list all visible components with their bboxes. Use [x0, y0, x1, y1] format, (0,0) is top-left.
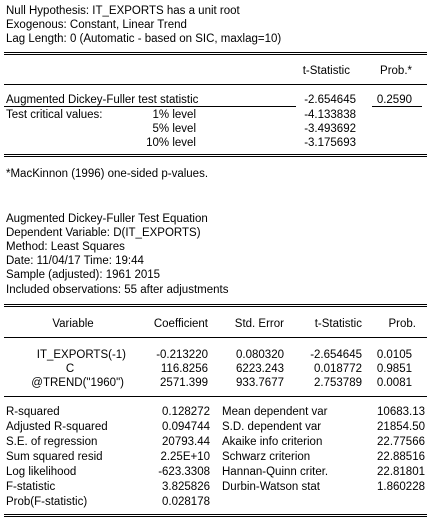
sample: Sample (adjusted): 1961 2015 — [6, 269, 161, 281]
double-rule — [4, 154, 427, 157]
stat-value: 22.81801 — [377, 466, 425, 478]
stat-value: 20793.44 — [162, 436, 210, 448]
stat-value: -623.3308 — [158, 466, 210, 478]
coef-header-coefficient: Coefficient — [153, 318, 208, 330]
coef-variable: C — [65, 363, 75, 375]
coef-prob: 0.0081 — [376, 377, 412, 389]
dependent-variable: Dependent Variable: D(IT_EXPORTS) — [6, 227, 201, 239]
level-1: 1% level — [152, 109, 196, 121]
coef-header-prob: Prob. — [388, 318, 416, 330]
observations: Included observations: 55 after adjustments — [6, 284, 229, 296]
equation-title: Augmented Dickey-Fuller Test Equation — [6, 213, 208, 225]
stat-value: 21854.50 — [377, 421, 425, 433]
rule — [4, 337, 427, 338]
level-5-value: -3.493692 — [304, 123, 356, 135]
rule — [4, 106, 296, 107]
coef-variable: IT_EXPORTS(-1) — [36, 349, 126, 361]
stat-value: 22.88516 — [377, 451, 425, 463]
coef-header-variable: Variable — [52, 318, 94, 330]
coef-prob: 0.9851 — [376, 363, 412, 375]
stat-label: Mean dependent var — [222, 406, 328, 418]
coef-value: -0.213220 — [156, 349, 208, 361]
double-rule — [4, 52, 427, 55]
date-time: Date: 11/04/17 Time: 19:44 — [6, 255, 144, 267]
coef-value: 116.8256 — [160, 363, 208, 375]
stat-value: 10683.13 — [377, 406, 425, 418]
coef-stderr: 0.080320 — [236, 349, 284, 361]
coef-header-stderr: Std. Error — [234, 318, 284, 330]
coef-stderr: 933.7677 — [236, 377, 284, 389]
level-5: 5% level — [152, 123, 196, 135]
stat-label: Sum squared resid — [6, 451, 103, 463]
prob-header: Prob.* — [380, 65, 412, 77]
stat-value: 1.860228 — [377, 481, 425, 493]
stat-label: S.E. of regression — [6, 436, 98, 448]
stat-value: 0.028178 — [162, 496, 210, 508]
double-rule — [4, 304, 427, 307]
stat-label: Durbin-Watson stat — [222, 481, 320, 493]
coef-tstat: 0.018772 — [314, 363, 362, 375]
double-rule — [4, 514, 427, 517]
stat-label: F-statistic — [6, 481, 56, 493]
stat-label: Hannan-Quinn criter. — [222, 466, 329, 478]
method: Method: Least Squares — [6, 241, 125, 253]
exogenous-line: Exogenous: Constant, Linear Trend — [6, 19, 187, 31]
stat-value: 0.128272 — [162, 406, 210, 418]
coef-tstat: -2.654645 — [310, 349, 362, 361]
stat-label: Prob(F-statistic) — [6, 496, 88, 508]
adf-stat-value: -2.654645 — [304, 94, 356, 106]
stat-label: Akaike info criterion — [222, 436, 323, 448]
stat-value: 22.77566 — [377, 436, 425, 448]
rule — [372, 106, 422, 107]
rule — [4, 396, 427, 397]
coef-header-tstat: t-Statistic — [314, 318, 362, 330]
stat-label: Schwarz criterion — [222, 451, 311, 463]
stat-label: S.D. dependent var — [222, 421, 322, 433]
level-1-value: -4.133838 — [304, 109, 356, 121]
coef-tstat: 2.753789 — [314, 377, 362, 389]
level-10: 10% level — [146, 137, 196, 149]
stat-value: 0.094744 — [162, 421, 210, 433]
coef-stderr: 6223.243 — [236, 363, 284, 375]
stat-label: Adjusted R-squared — [6, 421, 108, 433]
adf-stat-label: Augmented Dickey-Fuller test statistic — [6, 94, 199, 106]
coef-value: 2571.399 — [160, 377, 208, 389]
footnote: *MacKinnon (1996) one-sided p-values. — [6, 168, 209, 180]
null-hypothesis: Null Hypothesis: IT_EXPORTS has a unit root — [6, 5, 240, 17]
stat-label: Log likelihood — [6, 466, 77, 478]
adf-stat-prob: 0.2590 — [376, 94, 412, 106]
coef-variable: @TREND("1960") — [31, 377, 124, 389]
critical-values-label: Test critical values: — [6, 109, 103, 121]
stat-value: 2.25E+10 — [160, 451, 210, 463]
coef-prob: 0.0105 — [376, 349, 412, 361]
lag-length-line: Lag Length: 0 (Automatic - based on SIC, maxlag=10) — [6, 33, 282, 45]
stat-value: 3.825826 — [162, 481, 210, 493]
tstat-header: t-Statistic — [302, 65, 350, 77]
level-10-value: -3.175693 — [304, 137, 356, 149]
stat-label: R-squared — [6, 406, 60, 418]
rule — [4, 84, 427, 85]
